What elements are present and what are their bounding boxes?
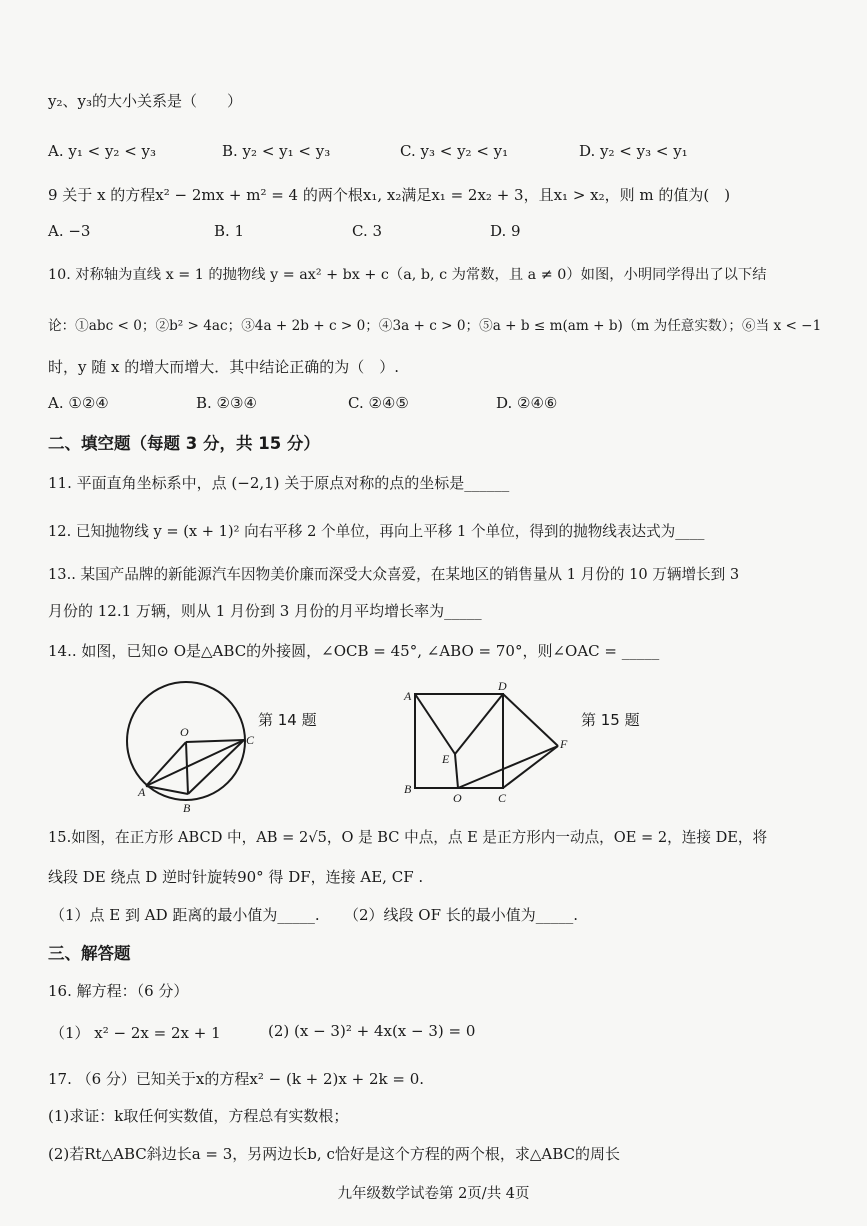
q16-sub-1: （1） x² − 2x = 2x + 1: [50, 1024, 221, 1042]
label-b: B: [404, 782, 412, 796]
q9-option-b: B. 1: [214, 222, 245, 240]
q10-option-a: A. ①②④: [48, 394, 109, 412]
q16-stem: 16. 解方程：（6 分）: [48, 982, 189, 1000]
segment-bc: [188, 740, 244, 794]
q17-sub-1: (1)求证：k取任何实数值，方程总有实数根；: [48, 1107, 349, 1125]
q9-option-c: C. 3: [352, 222, 383, 240]
q10-line-3: 时，y 随 x 的增大而增大．其中结论正确的为（ ）.: [48, 358, 400, 376]
label-c: C: [246, 733, 255, 747]
label-f: F: [560, 737, 568, 751]
segment-oa: [146, 742, 186, 786]
q11-text: 11. 平面直角坐标系中，点 (−2,1) 关于原点对称的点的坐标是______: [48, 474, 510, 492]
page-footer: 九年级数学试卷第 2页/共 4页: [337, 1186, 530, 1202]
q13-line-1: 13.. 某国产品牌的新能源汽车因物美价廉而深受大众喜爱，在某地区的销售量从 1 月份的 10 万辆增长到 3: [48, 566, 740, 583]
section-2-heading: 二、填空题（每题 3 分，共 15 分）: [48, 434, 320, 453]
segment-of: [458, 746, 558, 788]
q8-option-a: A. y₁ < y₂ < y₃: [48, 142, 157, 160]
q15-sub-1: （1）点 E 到 AD 距离的最小值为_____.: [50, 906, 320, 924]
q13-line-2: 月份的 12.1 万辆，则从 1 月份到 3 月份的月平均增长率为_____: [48, 602, 482, 620]
q10-line-1: 10. 对称轴为直线 x = 1 的抛物线 y = ax² + bx + c（a, b, c 为常数，且 a ≠ 0）如图，小明同学得出了以下结: [48, 267, 767, 283]
q10-line-2: 论：①abc < 0；②b² > 4ac；③4a + 2b + c > 0；④3a + c > 0；⑤a + b ≤ m(am + b)（m 为任意实数）；⑥当 x < −1: [48, 318, 822, 334]
q8-option-b: B. y₂ < y₁ < y₃: [222, 142, 331, 160]
label-o: O: [453, 791, 462, 805]
label-c: C: [498, 791, 507, 805]
q15-sub-2: （2）线段 OF 长的最小值为_____.: [344, 906, 579, 924]
q15-line-2: 线段 DE 绕点 D 逆时针旋转90° 得 DF，连接 AE, CF .: [48, 868, 424, 886]
q8-option-d: D. y₂ < y₃ < y₁: [579, 142, 688, 160]
q16-sub-2: (2) (x − 3)² + 4x(x − 3) = 0: [268, 1022, 476, 1040]
q8-tail-text: y₂、y₃的大小关系是（ ）: [48, 92, 242, 110]
figure-15-caption: 第 15 题: [581, 711, 640, 729]
q8-option-c: C. y₃ < y₂ < y₁: [400, 142, 509, 160]
section-3-heading: 三、解答题: [48, 944, 131, 963]
figure-14-diagram: [120, 672, 270, 822]
label-o: O: [180, 725, 189, 739]
segment-ae: [415, 694, 455, 754]
label-e: E: [442, 752, 450, 766]
segment-ac: [146, 740, 244, 786]
q10-option-c: C. ②④⑤: [348, 394, 409, 412]
figure-14-caption: 第 14 题: [258, 711, 317, 729]
segment-de: [455, 694, 503, 754]
q9-stem: 9 关于 x 的方程x² − 2mx + m² = 4 的两个根x₁, x₂满足x₁ = 2x₂ + 3，且x₁ > x₂，则 m 的值为( ): [48, 186, 731, 204]
segment-df: [503, 694, 558, 746]
q14-text: 14.. 如图，已知⊙ O是△ABC的外接圆，∠OCB = 45°, ∠ABO = 70°，则∠OAC = _____: [48, 642, 660, 660]
segment-oc: [186, 740, 244, 742]
q15-line-1: 15.如图，在正方形 ABCD 中，AB = 2√5，O 是 BC 中点，点 E 是正方形内一动点，OE = 2，连接 DE，将: [48, 829, 768, 846]
label-a: A: [138, 785, 146, 799]
q9-option-d: D. 9: [490, 222, 521, 240]
segment-cf: [503, 746, 558, 788]
q9-option-a: A. −3: [48, 222, 91, 240]
label-d: D: [498, 679, 507, 693]
label-a: A: [404, 689, 412, 703]
segment-oe: [455, 754, 458, 788]
q10-option-d: D. ②④⑥: [496, 394, 558, 412]
q17-stem: 17. （6 分）已知关于x的方程x² − (k + 2)x + 2k = 0.: [48, 1070, 425, 1088]
q10-option-b: B. ②③④: [196, 394, 257, 412]
q17-sub-2: (2)若Rt△ABC斜边长a = 3，另两边长b, c恰好是这个方程的两个根，求△ABC的周长: [48, 1145, 620, 1163]
figure-15-diagram: [398, 676, 578, 806]
q12-text: 12. 已知抛物线 y = (x + 1)² 向右平移 2 个单位，再向上平移 1 个单位，得到的抛物线表达式为____: [48, 523, 705, 540]
label-b: B: [183, 801, 191, 815]
